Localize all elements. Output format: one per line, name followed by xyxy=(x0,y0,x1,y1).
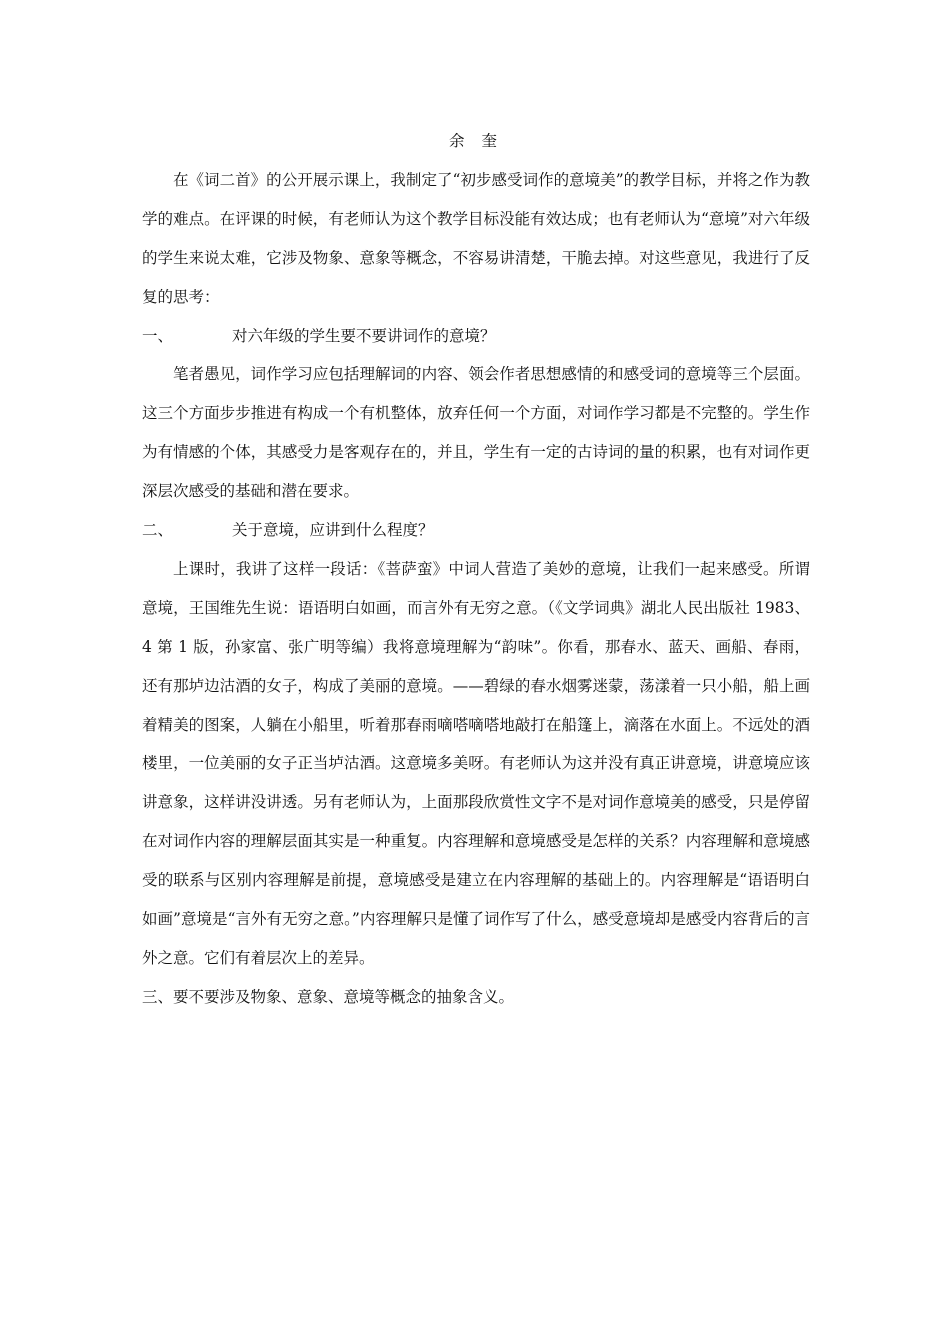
section-heading-1 xyxy=(142,317,810,356)
section-body-1: 笔者愚见，词作学习应包括理解词的内容、领会作者思想感情的和感受词的意境等三个层面。这三个方面步步推进有构成一个有机整体，放弃任何一个方面，对词作学习都是不完整的。学生作为有情感的个体，其感受力是客观存在的，并且，学生有一定的古诗词的量的积累，也有对词作更深层次感受的基础和潜在要求。 xyxy=(142,365,810,501)
document-body xyxy=(142,122,810,1017)
intro-paragraph: 在《词二首》的公开展示课上，我制定了“初步感受词作的意境美”的教学目标，并将之作为教学的难点。在评课的时候，有老师认为这个教学目标没能有效达成；也有老师认为“意境”对六年级的学生来说太难，它涉及物象、意象等概念，不容易讲清楚，干脆去掉。对这些意见，我进行了反复的思考： xyxy=(142,170,810,306)
section-number-2: 二、 xyxy=(142,521,174,540)
section-heading-2 xyxy=(142,511,810,550)
section-title-2: 关于意境，应讲到什么程度？ xyxy=(232,521,434,540)
section-body-2: 上课时，我讲了这样一段话：《菩萨蛮》中词人营造了美妙的意境，让我们一起来感受。所谓意境，王国维先生说：语语明白如画，而言外有无穷之意。（《文学词典》湖北人民出版社 1983、4 第 1 版，孙家富、张广明等编）我将意境理解为“韵味”。你看，那春水、蓝天、画船、春雨，还有那垆边沽酒的女子，构成了美丽的意境。——碧绿的春水烟雾迷蒙，荡漾着一只小船，船上画着精美的图案，人躺在小船里，听着那春雨嘀嗒嘀嗒地敲打在船篷上，滴落在水面上。不远处的酒楼里，一位美丽的女子正当垆沽酒。这意境多美呀。有老师认为这并没有真正讲意境，讲意境应该讲意象，这样讲没讲透。另有老师认为，上面那段欣赏性文字不是对词作意境美的感受，只是停留在对词作内容的理解层面其实是一种重复。内容理解和意境感受是怎样的关系？内容理解和意境感受的联系与区别内容理解是前提，意境感受是建立在内容理解的基础上的。内容理解是“语语明白如画”意境是“言外有无穷之意。”内容理解只是懂了词作写了什么，感受意境却是感受内容背后的言外之意。它们有着层次上的差异。 xyxy=(142,559,810,968)
section-heading-3: 三、要不要涉及物象、意象、意境等概念的抽象含义。 xyxy=(142,987,515,1006)
section-title-1: 对六年级的学生要不要讲词作的意境？ xyxy=(232,326,496,345)
author-name: 余 奎 xyxy=(449,132,503,150)
section-number-1: 一、 xyxy=(142,326,174,345)
